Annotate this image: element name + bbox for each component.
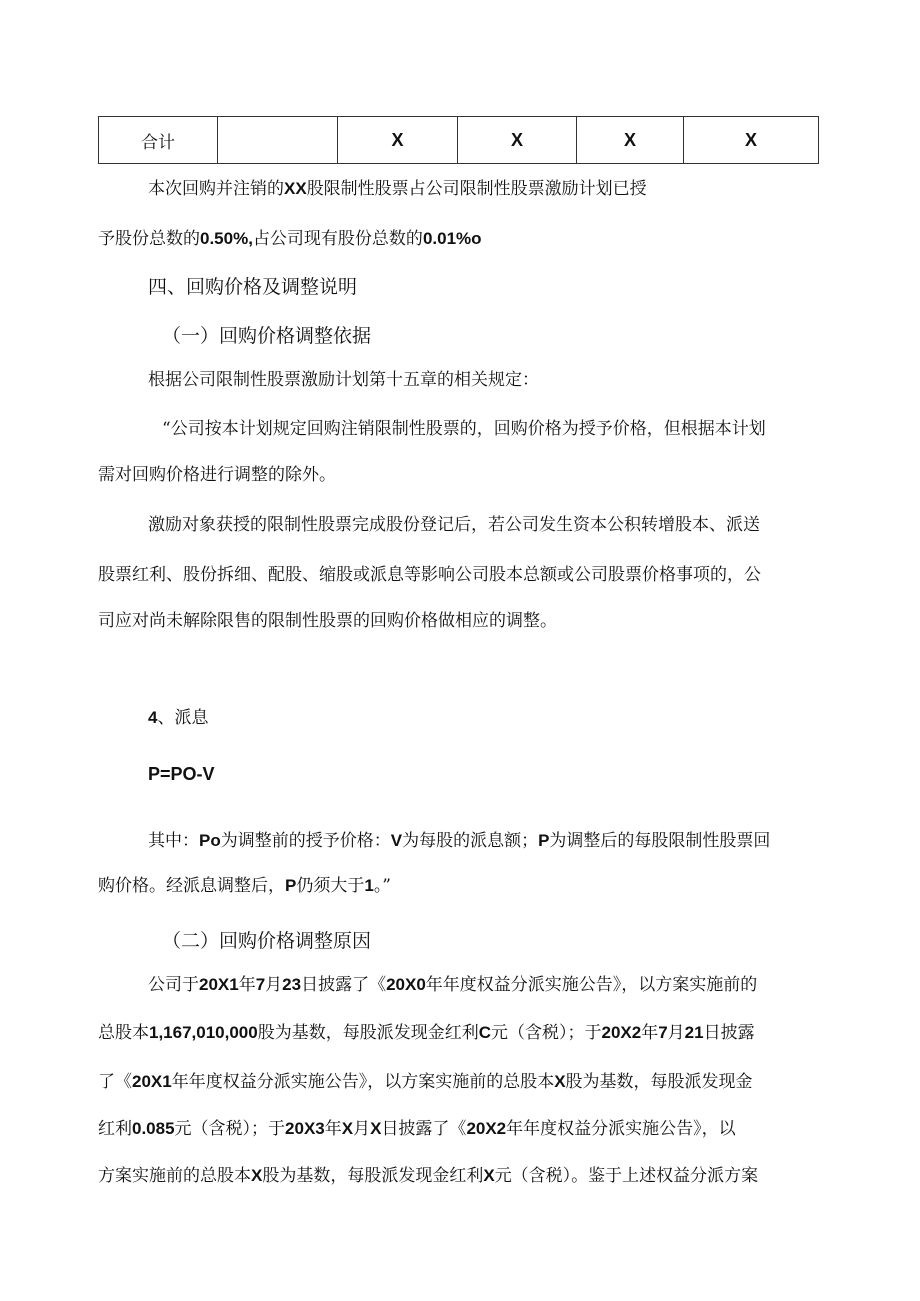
table-cell	[218, 117, 338, 164]
table-row	[99, 117, 819, 164]
buyback-ratio-line-1: 本次回购并注销的XX股限制性股票占公司限制性股票激励计划已授	[148, 179, 647, 199]
total-label-cell: 合计	[99, 117, 218, 164]
subsection-heading-basis: （一）回购价格调整依据	[162, 325, 372, 347]
dividend-formula: P=PO-V	[148, 764, 215, 784]
quote-line: “公司按本计划规定回购注销限制性股票的，回购价格为授予价格，但根据本计划	[162, 419, 766, 439]
formula-explanation-line-1: 其中：Po为调整前的授予价格：V为每股的派息额；P为调整后的每股限制性股票回	[148, 831, 771, 851]
reason-line: 公司于20X1年7月23日披露了《20X0年年度权益分派实施公告》，以方案实施前的	[148, 975, 758, 995]
subsection-heading-reason: （二）回购价格调整原因	[162, 930, 372, 952]
reason-line: 红利0.085元（含税）；于20X3年X月X日披露了《20X2年年度权益分派实施公告》，以	[98, 1119, 736, 1139]
reason-line: 方案实施前的总股本X股为基数，每股派发现金红利X元（含税）。鉴于上述权益分派方案	[98, 1166, 759, 1186]
reason-line: 总股本1,167,010,000股为基数，每股派发现金红利C元（含税）；于20X2年7月21日披露	[98, 1023, 755, 1043]
table-cell: X	[684, 117, 819, 164]
reason-line: 了《20X1年年度权益分派实施公告》，以方案实施前的总股本X股为基数，每股派发现金	[98, 1072, 753, 1092]
quote-line: 激励对象获授的限制性股票完成股份登记后，若公司发生资本公积转增股本、派送	[148, 515, 760, 535]
buyback-ratio-line-2: 予股份总数的0.50%,占公司现有股份总数的0.01%o	[98, 229, 482, 249]
quote-line: 司应对尚未解除限售的限制性股票的回购价格做相应的调整。	[98, 611, 557, 631]
quote-line: 股票红利、股份拆细、配股、缩股或派息等影响公司股本总额或公司股票价格事项的，公	[98, 565, 761, 585]
formula-explanation-line-2: 购价格。经派息调整后，P仍须大于1。”	[98, 876, 392, 896]
section-heading: 四、回购价格及调整说明	[148, 276, 358, 298]
table-cell: X	[458, 117, 577, 164]
basis-intro: 根据公司限制性股票激励计划第十五章的相关规定：	[148, 370, 539, 390]
table-cell: X	[577, 117, 684, 164]
table-cell: X	[338, 117, 458, 164]
summary-table	[98, 116, 819, 164]
dividend-item-label: 4、派息	[148, 708, 209, 728]
quote-line: 需对回购价格进行调整的除外。	[98, 465, 336, 485]
